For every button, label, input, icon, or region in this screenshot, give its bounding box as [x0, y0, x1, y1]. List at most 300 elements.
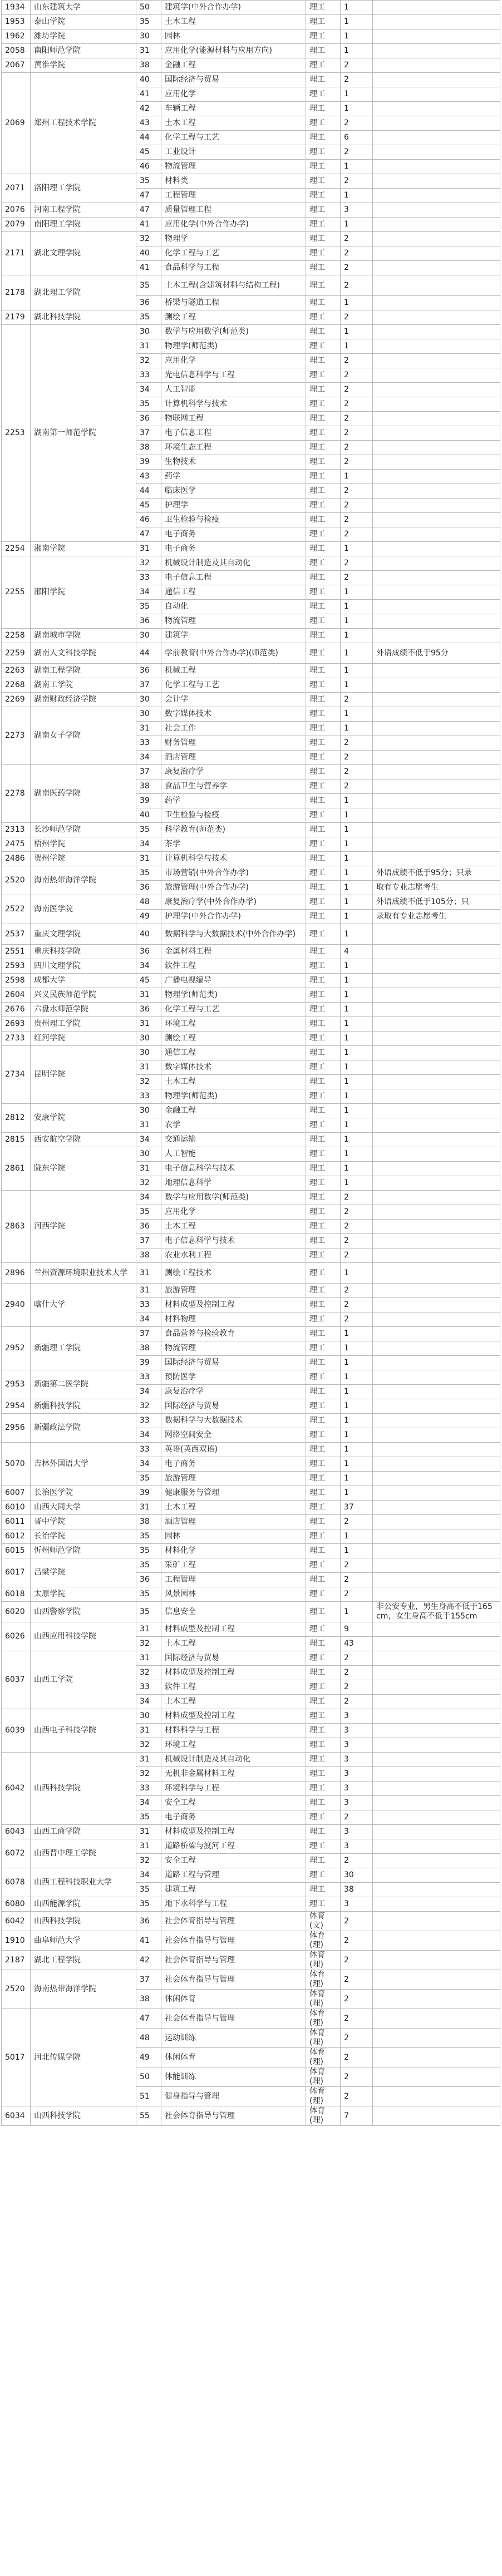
- subject-cell: 理工: [306, 1767, 341, 1782]
- major-code-cell: 30: [136, 1104, 161, 1118]
- table-row: [2, 629, 500, 643]
- major-name-cell: 化学工程与工艺: [161, 1003, 306, 1017]
- plan-count-cell: 1: [341, 325, 373, 339]
- school-code-cell: 2079: [2, 218, 31, 232]
- major-code-cell: 30: [136, 707, 161, 722]
- major-code-cell: 45: [136, 499, 161, 513]
- major-code-cell: 36: [136, 614, 161, 629]
- school-code-cell: 6078: [2, 1868, 31, 1897]
- note-cell: [373, 1118, 500, 1133]
- note-cell: [373, 527, 500, 542]
- major-name-cell: 农业水利工程: [161, 1248, 306, 1263]
- note-cell: [373, 2087, 500, 2106]
- major-name-cell: 安全工程: [161, 1854, 306, 1868]
- major-name-cell: 护理学(中外合作办学): [161, 910, 306, 924]
- plan-count-cell: 2: [341, 556, 373, 571]
- major-code-cell: 35: [136, 823, 161, 837]
- major-code-cell: 37: [136, 1970, 161, 1990]
- subject-cell: 理工: [306, 707, 341, 722]
- subject-cell: 理工: [306, 1046, 341, 1060]
- major-name-cell: 社会体育指导与管理: [161, 2106, 306, 2126]
- major-code-cell: 32: [136, 1399, 161, 1414]
- plan-count-cell: 1: [341, 1176, 373, 1191]
- plan-count-cell: 1: [341, 881, 373, 895]
- plan-count-cell: 1: [341, 629, 373, 643]
- table-row: [2, 1651, 500, 1666]
- major-code-cell: 34: [136, 383, 161, 397]
- plan-count-cell: 2: [341, 116, 373, 131]
- major-code-cell: 31: [136, 1724, 161, 1738]
- note-cell: [373, 1767, 500, 1782]
- plan-count-cell: 1: [341, 664, 373, 678]
- plan-count-cell: 2: [341, 441, 373, 455]
- major-code-cell: 35: [136, 1544, 161, 1558]
- major-name-cell: 学前教育(中外合作办学)(师范类): [161, 643, 306, 664]
- subject-cell: 理工: [306, 174, 341, 189]
- plan-count-cell: 2: [341, 232, 373, 246]
- table-row: [2, 1414, 500, 1428]
- major-code-cell: 40: [136, 73, 161, 87]
- note-cell: [373, 1003, 500, 1017]
- subject-cell: 理工: [306, 837, 341, 852]
- major-code-cell: 38: [136, 1248, 161, 1263]
- note-cell: [373, 87, 500, 102]
- table-row: [2, 1602, 500, 1622]
- subject-cell: 理工: [306, 1753, 341, 1767]
- school-name-cell: 湖南城市学院: [31, 629, 136, 643]
- subject-cell: 理工: [306, 1666, 341, 1680]
- major-name-cell: 信息安全: [161, 1602, 306, 1622]
- major-code-cell: 41: [136, 218, 161, 232]
- subject-cell: 理工: [306, 1017, 341, 1032]
- note-cell: [373, 693, 500, 707]
- major-code-cell: 35: [136, 1602, 161, 1622]
- major-code-cell: 32: [136, 556, 161, 571]
- major-name-cell: 材料成型及控制工程: [161, 1298, 306, 1312]
- major-code-cell: 41: [136, 87, 161, 102]
- subject-cell: 理工: [306, 1897, 341, 1912]
- plan-count-cell: 2: [341, 527, 373, 542]
- note-cell: [373, 1147, 500, 1162]
- note-cell: [373, 1854, 500, 1868]
- major-name-cell: 机械设计制造及其自动化: [161, 1753, 306, 1767]
- table-row: [2, 837, 500, 852]
- major-code-cell: 35: [136, 1529, 161, 1544]
- plan-count-cell: 2: [341, 1931, 373, 1951]
- note-cell: [373, 664, 500, 678]
- subject-cell: 体育(理): [306, 1951, 341, 1970]
- table-row: [2, 1147, 500, 1162]
- table-row: [2, 707, 500, 722]
- plan-count-cell: 2: [341, 1558, 373, 1573]
- major-name-cell: 机械设计制造及其自动化: [161, 556, 306, 571]
- note-cell: [373, 1931, 500, 1951]
- note-cell: [373, 1191, 500, 1205]
- major-name-cell: 通信工程: [161, 1046, 306, 1060]
- note-cell: [373, 1205, 500, 1220]
- plan-count-cell: 1: [341, 1457, 373, 1472]
- table-row: [2, 1133, 500, 1147]
- major-code-cell: 31: [136, 1118, 161, 1133]
- table-row: [2, 1753, 500, 1767]
- note-cell: [373, 1133, 500, 1147]
- school-code-cell: 1953: [2, 15, 31, 29]
- school-name-cell: 山西工程科技职业大学: [31, 1868, 136, 1897]
- plan-count-cell: 2: [341, 1284, 373, 1298]
- subject-cell: 理工: [306, 1529, 341, 1544]
- school-code-cell: 2273: [2, 707, 31, 765]
- note-cell: [373, 1622, 500, 1637]
- subject-cell: 理工: [306, 1356, 341, 1370]
- plan-count-cell: 1: [341, 959, 373, 974]
- major-name-cell: 工业设计: [161, 145, 306, 160]
- school-code-cell: 6037: [2, 1651, 31, 1709]
- major-code-cell: 48: [136, 2029, 161, 2048]
- plan-count-cell: 1: [341, 296, 373, 310]
- major-name-cell: 应用化学(中外合作办学): [161, 218, 306, 232]
- school-name-cell: 四川文理学院: [31, 959, 136, 974]
- note-cell: [373, 1796, 500, 1810]
- subject-cell: 理工: [306, 808, 341, 823]
- plan-count-cell: 1: [341, 808, 373, 823]
- major-name-cell: 社会体育指导与管理: [161, 2009, 306, 2029]
- major-code-cell: 34: [136, 1133, 161, 1147]
- plan-count-cell: 1: [341, 189, 373, 203]
- subject-cell: 理工: [306, 1587, 341, 1602]
- note-cell: [373, 1327, 500, 1341]
- major-code-cell: 38: [136, 779, 161, 794]
- major-code-cell: 37: [136, 1234, 161, 1248]
- major-code-cell: 36: [136, 296, 161, 310]
- table-row: [2, 1284, 500, 1298]
- table-row: [2, 1709, 500, 1724]
- subject-cell: 理工: [306, 1263, 341, 1284]
- plan-count-cell: 1: [341, 15, 373, 29]
- major-name-cell: 健身指导与管理: [161, 2087, 306, 2106]
- plan-count-cell: 2: [341, 1205, 373, 1220]
- major-code-cell: 36: [136, 664, 161, 678]
- note-cell: [373, 1046, 500, 1060]
- school-name-cell: 湖南第一师范学院: [31, 325, 136, 542]
- plan-count-cell: 1: [341, 470, 373, 484]
- note-cell: [373, 823, 500, 837]
- major-name-cell: 桥梁与隧道工程: [161, 296, 306, 310]
- plan-count-cell: 1: [341, 1472, 373, 1486]
- major-code-cell: 49: [136, 910, 161, 924]
- major-code-cell: 34: [136, 1385, 161, 1399]
- school-code-cell: 2733: [2, 1032, 31, 1046]
- major-code-cell: 34: [136, 1428, 161, 1443]
- plan-count-cell: 2: [341, 1695, 373, 1709]
- plan-count-cell: 3: [341, 1796, 373, 1810]
- note-cell: [373, 1, 500, 15]
- major-name-cell: 卫生检验与检疫: [161, 808, 306, 823]
- plan-count-cell: 2: [341, 412, 373, 426]
- note-cell: [373, 556, 500, 571]
- major-code-cell: 50: [136, 1, 161, 15]
- school-name-cell: 山西工学院: [31, 1651, 136, 1709]
- major-name-cell: 酒店管理: [161, 1515, 306, 1529]
- note-cell: [373, 499, 500, 513]
- table-row: [2, 1104, 500, 1118]
- school-code-cell: 2253: [2, 325, 31, 542]
- school-code-cell: 2940: [2, 1284, 31, 1327]
- subject-cell: 理工: [306, 1651, 341, 1666]
- plan-count-cell: 38: [341, 1883, 373, 1897]
- plan-count-cell: 3: [341, 1724, 373, 1738]
- table-row: [2, 232, 500, 246]
- note-cell: [373, 1457, 500, 1472]
- school-code-cell: 2069: [2, 73, 31, 174]
- major-code-cell: 45: [136, 974, 161, 988]
- major-code-cell: 36: [136, 412, 161, 426]
- school-code-cell: 6043: [2, 1825, 31, 1839]
- table-row: [2, 1046, 500, 1060]
- note-cell: [373, 1680, 500, 1695]
- note-cell: [373, 1385, 500, 1399]
- plan-count-cell: 1: [341, 1089, 373, 1104]
- major-name-cell: 土木工程: [161, 1220, 306, 1234]
- note-cell: [373, 1370, 500, 1385]
- plan-count-cell: 1: [341, 707, 373, 722]
- major-name-cell: 社会工作: [161, 722, 306, 736]
- major-name-cell: 土木工程: [161, 1637, 306, 1651]
- major-name-cell: 通信工程: [161, 585, 306, 600]
- subject-cell: 体育(理): [306, 2067, 341, 2087]
- table-row: [2, 58, 500, 73]
- major-name-cell: 材料成型及控制工程: [161, 1709, 306, 1724]
- major-code-cell: 31: [136, 1839, 161, 1854]
- note-cell: [373, 988, 500, 1003]
- subject-cell: 理工: [306, 1573, 341, 1587]
- major-code-cell: 31: [136, 1060, 161, 1075]
- school-name-cell: 贺州学院: [31, 852, 136, 866]
- major-name-cell: 网络空间安全: [161, 1428, 306, 1443]
- school-code-cell: 5017: [2, 2009, 31, 2106]
- plan-count-cell: 2: [341, 455, 373, 470]
- major-code-cell: 34: [136, 837, 161, 852]
- table-row: [2, 15, 500, 29]
- note-cell: [373, 354, 500, 368]
- major-code-cell: 35: [136, 1810, 161, 1825]
- subject-cell: 理工: [306, 383, 341, 397]
- major-name-cell: 数学与应用数学(师范类): [161, 1191, 306, 1205]
- note-cell: [373, 1825, 500, 1839]
- school-code-cell: 2815: [2, 1133, 31, 1147]
- subject-cell: 理工: [306, 1220, 341, 1234]
- table-row: [2, 2106, 500, 2126]
- major-code-cell: 33: [136, 1782, 161, 1796]
- major-code-cell: 33: [136, 1680, 161, 1695]
- table-row: [2, 1003, 500, 1017]
- major-code-cell: 35: [136, 397, 161, 412]
- note-cell: [373, 1839, 500, 1854]
- school-code-cell: 2954: [2, 1399, 31, 1414]
- subject-cell: 理工: [306, 1558, 341, 1573]
- plan-count-cell: 1: [341, 1486, 373, 1501]
- table-row: [2, 1017, 500, 1032]
- subject-cell: 理工: [306, 629, 341, 643]
- major-code-cell: 37: [136, 678, 161, 693]
- major-name-cell: 会计学: [161, 693, 306, 707]
- plan-count-cell: 2: [341, 1970, 373, 1990]
- plan-count-cell: 3: [341, 203, 373, 218]
- major-name-cell: 茶学: [161, 837, 306, 852]
- school-code-cell: 2254: [2, 542, 31, 556]
- plan-count-cell: 1: [341, 160, 373, 174]
- table-row: [2, 275, 500, 296]
- major-name-cell: 电子信息工程: [161, 426, 306, 441]
- plan-count-cell: 1: [341, 614, 373, 629]
- major-name-cell: 预防医学: [161, 1370, 306, 1385]
- note-cell: [373, 160, 500, 174]
- subject-cell: 理工: [306, 1205, 341, 1220]
- major-name-cell: 土木工程: [161, 1695, 306, 1709]
- major-name-cell: 应用化学: [161, 354, 306, 368]
- major-name-cell: 土木工程: [161, 1501, 306, 1515]
- school-name-cell: 太原学院: [31, 1587, 136, 1602]
- note-cell: [373, 1753, 500, 1767]
- major-code-cell: 30: [136, 629, 161, 643]
- major-code-cell: 35: [136, 1897, 161, 1912]
- major-name-cell: 电子商务: [161, 1810, 306, 1825]
- major-name-cell: 物理学(师范类): [161, 1089, 306, 1104]
- subject-cell: 理工: [306, 779, 341, 794]
- plan-count-cell: 2: [341, 736, 373, 751]
- note-cell: [373, 513, 500, 527]
- school-code-cell: 2734: [2, 1046, 31, 1104]
- major-name-cell: 交通运输: [161, 1133, 306, 1147]
- note-cell: [373, 614, 500, 629]
- major-code-cell: 30: [136, 325, 161, 339]
- major-code-cell: 31: [136, 722, 161, 736]
- school-code-cell: 2255: [2, 556, 31, 629]
- major-name-cell: 计算机科学与技术: [161, 397, 306, 412]
- note-cell: [373, 2029, 500, 2048]
- table-row: [2, 1529, 500, 1544]
- major-code-cell: 31: [136, 1263, 161, 1284]
- school-code-cell: 6039: [2, 1709, 31, 1753]
- major-name-cell: 数字媒体技术: [161, 707, 306, 722]
- major-name-cell: 数学与应用数学(师范类): [161, 325, 306, 339]
- plan-count-cell: 1: [341, 87, 373, 102]
- table-row: [2, 1931, 500, 1951]
- subject-cell: 理工: [306, 470, 341, 484]
- major-name-cell: 康复治疗学: [161, 1385, 306, 1399]
- subject-cell: 理工: [306, 1298, 341, 1312]
- major-code-cell: 35: [136, 866, 161, 881]
- note-cell: [373, 102, 500, 116]
- plan-count-cell: 3: [341, 1897, 373, 1912]
- major-name-cell: 酒店管理: [161, 751, 306, 765]
- subject-cell: 理工: [306, 736, 341, 751]
- major-code-cell: 34: [136, 585, 161, 600]
- major-code-cell: 47: [136, 203, 161, 218]
- note-cell: [373, 1558, 500, 1573]
- note-cell: [373, 1162, 500, 1176]
- major-code-cell: 30: [136, 1032, 161, 1046]
- school-name-cell: 重庆科技学院: [31, 945, 136, 959]
- plan-count-cell: 1: [341, 895, 373, 910]
- note-cell: [373, 959, 500, 974]
- plan-count-cell: 1: [341, 218, 373, 232]
- school-code-cell: 2259: [2, 643, 31, 664]
- table-row: [2, 895, 500, 910]
- plan-count-cell: 3: [341, 1839, 373, 1854]
- major-name-cell: 应用化学(能源材料与应用方向): [161, 44, 306, 58]
- major-name-cell: 软件工程: [161, 1680, 306, 1695]
- note-cell: [373, 412, 500, 426]
- subject-cell: 理工: [306, 1312, 341, 1327]
- subject-cell: 理工: [306, 1385, 341, 1399]
- table-row: [2, 643, 500, 664]
- note-cell: [373, 852, 500, 866]
- school-code-cell: 2956: [2, 1414, 31, 1443]
- school-name-cell: 山西科技学院: [31, 1912, 136, 1931]
- major-name-cell: 食品科学与工程: [161, 261, 306, 275]
- plan-count-cell: 1: [341, 988, 373, 1003]
- major-name-cell: 药学: [161, 794, 306, 808]
- school-code-cell: 2522: [2, 895, 31, 924]
- major-code-cell: 47: [136, 2009, 161, 2029]
- major-code-cell: 37: [136, 426, 161, 441]
- subject-cell: 理工: [306, 1782, 341, 1796]
- note-cell: [373, 629, 500, 643]
- major-code-cell: 40: [136, 808, 161, 823]
- note-cell: [373, 1298, 500, 1312]
- note-cell: 非公安专业，男生身高不低于165cm，女生身高不低于155cm: [373, 1602, 500, 1622]
- note-cell: [373, 974, 500, 988]
- school-name-cell: 山西科技学院: [31, 1753, 136, 1825]
- subject-cell: 理工: [306, 368, 341, 383]
- major-code-cell: 37: [136, 765, 161, 779]
- note-cell: [373, 1414, 500, 1428]
- plan-count-cell: 2: [341, 2087, 373, 2106]
- school-name-cell: 山西晋中理工学院: [31, 1839, 136, 1868]
- major-code-cell: 35: [136, 1205, 161, 1220]
- plan-count-cell: 1: [341, 1428, 373, 1443]
- plan-count-cell: 2: [341, 2029, 373, 2048]
- subject-cell: 理工: [306, 15, 341, 29]
- plan-count-cell: 1: [341, 1370, 373, 1385]
- subject-cell: 理工: [306, 924, 341, 945]
- major-code-cell: 45: [136, 145, 161, 160]
- table-row: [2, 203, 500, 218]
- subject-cell: 理工: [306, 751, 341, 765]
- plan-count-cell: 1: [341, 1017, 373, 1032]
- note-cell: [373, 275, 500, 296]
- plan-count-cell: 2: [341, 1298, 373, 1312]
- school-name-cell: 泰山学院: [31, 15, 136, 29]
- major-name-cell: 人工智能: [161, 1147, 306, 1162]
- note-cell: [373, 1501, 500, 1515]
- school-name-cell: 湖南工程学院: [31, 664, 136, 678]
- major-code-cell: 48: [136, 895, 161, 910]
- subject-cell: 理工: [306, 160, 341, 174]
- major-code-cell: 40: [136, 924, 161, 945]
- plan-count-cell: 1: [341, 1133, 373, 1147]
- major-code-cell: 36: [136, 1912, 161, 1931]
- subject-cell: 理工: [306, 1724, 341, 1738]
- subject-cell: 理工: [306, 614, 341, 629]
- subject-cell: 理工: [306, 664, 341, 678]
- major-code-cell: 50: [136, 2067, 161, 2087]
- major-code-cell: 35: [136, 15, 161, 29]
- major-name-cell: 数据科学与大数据技术(中外合作办学): [161, 924, 306, 945]
- plan-count-cell: 1: [341, 1443, 373, 1457]
- major-code-cell: 30: [136, 1709, 161, 1724]
- major-code-cell: 46: [136, 160, 161, 174]
